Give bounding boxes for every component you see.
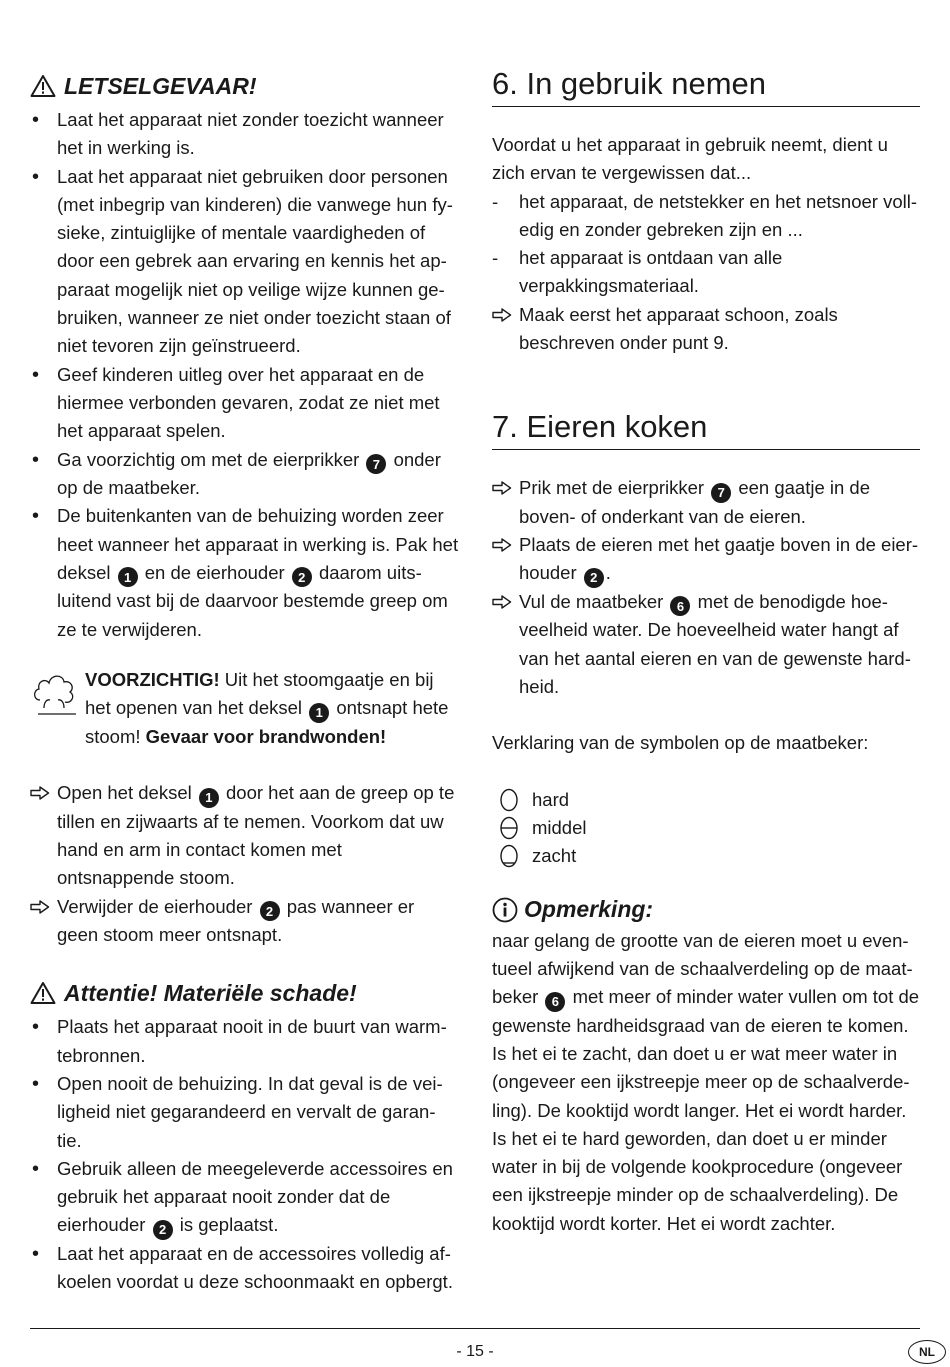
section-6-intro: Voordat u het apparaat in gebruik neemt, dient u zich ervan te vergewissen dat... <box>492 134 888 184</box>
list-item: zacht <box>492 842 920 870</box>
caution-steam-block <box>30 666 460 751</box>
warning-triangle-icon <box>30 981 56 1005</box>
note-text: naar gelang de grootte van de eieren moet u even-tueel afwijkend van de schaalverdeling op de maat-beker 6 met meer of minder water vullen om tot de gewenste hardheidsgraad van de eieren te komen. Is het ei te zacht, dan doet u er wat meer water in (ongeveer een ijkstreepje meer op de schaalverde-ling). De kooktijd wordt langer. Het ei wordt harder. Is het ei te hard geworden, dan doet u er minder water in bij de volgende kookprocedure (ongeveer een ijkstreepje minder op de schaalverdeling). De kooktijd wordt korter. Het ei wordt zachter. <box>492 929 920 1234</box>
list-item: - het apparaat is ontdaan van alle verpakkingsmateriaal. <box>492 244 920 301</box>
part-number-badge: 1 <box>118 567 138 587</box>
list-item: hard <box>492 786 920 814</box>
list-item: • Ga voorzichtig om met de eierprikker 7 onder op de maatbeker. <box>30 446 460 503</box>
info-icon <box>492 897 518 923</box>
list-item: Open het deksel 1 door het aan de greep op te tillen en zijwaarts af te nemen. Voorkom dat uw hand en arm in contact komen met ontsnappende stoom. <box>30 779 460 892</box>
egg-hard-icon <box>498 788 520 812</box>
list-item: • Geef kinderen uitleg over het apparaat en de hiermee verbonden gevaren, zodat ze niet met het apparaat spelen. <box>30 361 460 446</box>
note-title: Opmerking: <box>524 896 654 923</box>
egg-medium-icon <box>498 816 520 840</box>
injury-warning-list <box>30 106 460 644</box>
injury-warning-title: LETSELGEVAAR! <box>64 72 257 99</box>
part-number-badge: 7 <box>711 483 731 503</box>
part-number-badge: 1 <box>199 788 219 808</box>
section-6-title: 6. In gebruik nemen <box>492 66 920 107</box>
list-item: • De buitenkanten van de behuizing worden zeer heet wanneer het apparaat in werking is. Pak het deksel 1 en de eierhouder 2 daarom uits-luitend vast bij de daarvoor bestemde greep om ze te verwijderen. <box>30 502 460 644</box>
list-item: • Plaats het apparaat nooit in de buurt van warm-tebronnen. <box>30 1013 460 1070</box>
arrow-right-icon <box>30 900 50 914</box>
section-6-checklist <box>492 188 920 301</box>
part-number-badge: 1 <box>309 703 329 723</box>
part-number-badge: 6 <box>670 596 690 616</box>
list-item: • Laat het apparaat en de accessoires volledig af-koelen voordat u deze schoonmaakt en opbergt. <box>30 1240 460 1297</box>
section-7-steps <box>492 474 920 701</box>
list-item: Verwijder de eierhouder 2 pas wanneer er geen stoom meer ontsnapt. <box>30 893 460 950</box>
part-number-badge: 6 <box>545 992 565 1012</box>
arrow-right-icon <box>492 538 512 552</box>
arrow-right-icon <box>30 786 50 800</box>
list-item: • Open nooit de behuizing. In dat geval is de vei-ligheid niet gegarandeerd en vervalt de garan-tie. <box>30 1070 460 1155</box>
attention-list <box>30 1013 460 1296</box>
part-number-badge: 2 <box>260 901 280 921</box>
part-number-badge: 2 <box>584 568 604 588</box>
part-number-badge: 7 <box>366 454 386 474</box>
list-item: Prik met de eierprikker 7 een gaatje in de boven- of onderkant van de eieren. <box>492 474 920 531</box>
section-6-steps <box>492 301 920 358</box>
arrow-right-icon <box>492 308 512 322</box>
list-item: middel <box>492 814 920 842</box>
injury-warning-heading <box>30 66 460 106</box>
egg-symbol-legend <box>492 786 920 871</box>
warning-triangle-icon <box>30 74 56 98</box>
arrow-right-icon <box>492 595 512 609</box>
left-column <box>30 66 460 1297</box>
footer-divider <box>30 1328 920 1329</box>
section-7-title: 7. Eieren koken <box>492 409 920 450</box>
part-number-badge: 2 <box>292 567 312 587</box>
part-number-badge: 2 <box>153 1220 173 1240</box>
right-column <box>492 66 920 1238</box>
list-item: • Laat het apparaat niet zonder toezicht wanneer het in werking is. <box>30 106 460 163</box>
language-badge: NL <box>908 1340 946 1364</box>
list-item: Vul de maatbeker 6 met de benodigde hoe-veelheid water. De hoeveelheid water hangt af van het aantal eieren en van de gewenste hard-heid. <box>492 588 920 701</box>
attention-heading <box>30 973 460 1013</box>
list-item: • Gebruik alleen de meegeleverde accessoires en gebruik het apparaat nooit zonder dat de eierhouder 2 is geplaatst. <box>30 1155 460 1240</box>
list-item: Plaats de eieren met het gaatje boven in de eier-houder 2 . <box>492 531 920 588</box>
attention-title: Attentie! Materiële schade! <box>64 979 357 1006</box>
list-item: - het apparaat, de netstekker en het netsnoer voll-edig en zonder gebreken zijn en ... <box>492 188 920 245</box>
arrow-right-icon <box>492 481 512 495</box>
steam-steps-list <box>30 779 460 949</box>
list-item: Maak eerst het apparaat schoon, zoals beschreven onder punt 9. <box>492 301 920 358</box>
list-item: • Laat het apparaat niet gebruiken door personen (met inbegrip van kinderen) die vanwege hun fy-sieke, zintuiglijke of mentale vaardigheden of door een gebrek aan ervaring en kennis het ap-paraat mogelijk niet op veilige wijze kunnen ge-bruiken, wanneer ze niet onder toezicht staan of niet tevoren zijn geïnstrueerd. <box>30 163 460 361</box>
symbols-intro: Verklaring van de symbolen op de maatbeker: <box>492 732 869 754</box>
page-number: - 15 - <box>456 1343 494 1360</box>
note-heading <box>492 893 920 927</box>
egg-soft-icon <box>498 844 520 868</box>
steam-warning-icon <box>30 666 78 724</box>
caution-text: VOORZICHTIG! Uit het stoomgaatje en bij het openen van het deksel 1 ontsnapt hete stoom! Gevaar voor brandwonden! <box>85 669 449 747</box>
